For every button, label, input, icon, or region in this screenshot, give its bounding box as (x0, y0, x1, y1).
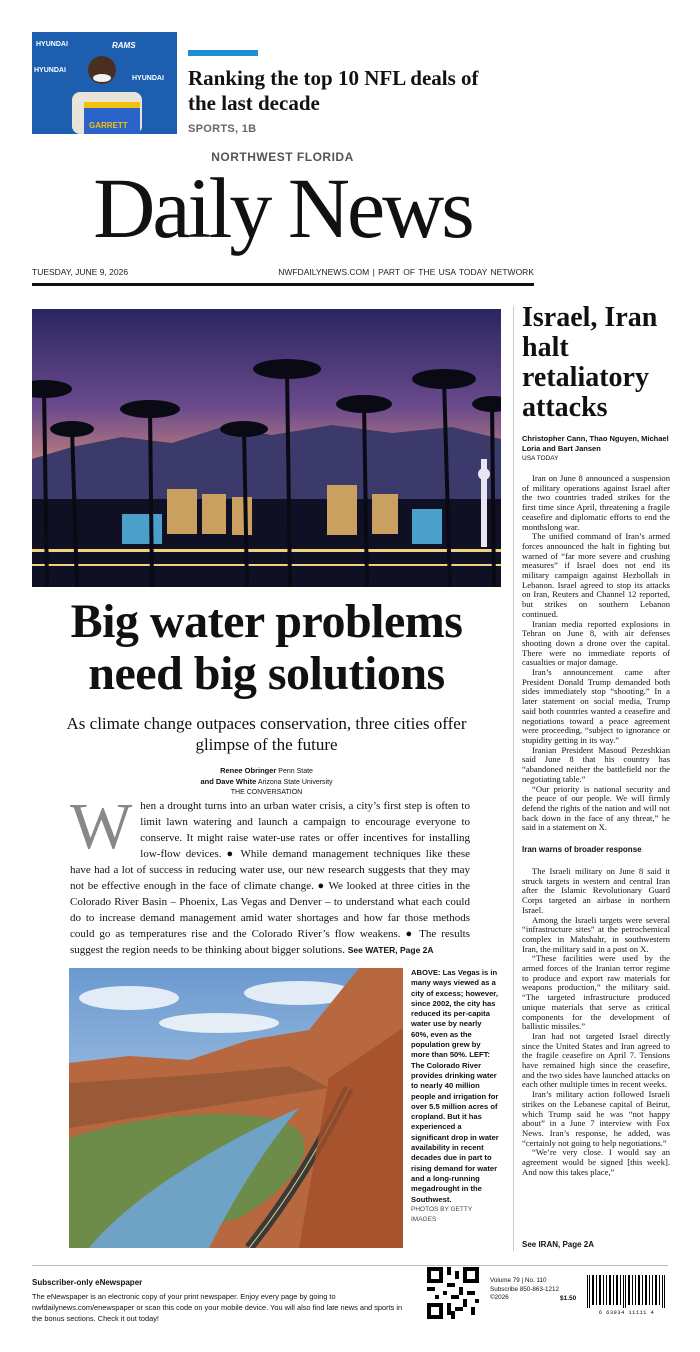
promo-section[interactable]: SPORTS, 1B (188, 123, 257, 135)
side-subhead: Iran warns of broader response (522, 845, 642, 855)
side-paragraph: “These facilities were used by the armed forces of the Iranian terror regime to produce and export raw materials for weapons production,” the military said. “The targeted infrastructure produced unique materials that serve as critical components for the development of ballistic missiles.” (522, 953, 670, 1032)
side-authors: Christopher Cann, Thao Nguyen, Michael Loria and Bart Jansen (522, 434, 669, 453)
issue-info (490, 1277, 559, 1303)
side-paragraph: The Israeli military on June 8 said it struck targets in western and central Iran after the Islamic Revolutionary Guard Corps targeted an airbase in northern Israel. (522, 866, 670, 915)
lead-author-1: Renee Obringer (220, 766, 277, 775)
subscribe-phone: Subscribe 850-863-1212 (490, 1285, 559, 1293)
barcode-number: 6 63934 11111 4 (598, 1309, 655, 1316)
masthead-website[interactable]: NWFDAILYNEWS.COM (278, 267, 370, 277)
canyon-photo-colorado-river (69, 968, 403, 1248)
masthead-title: Daily News (93, 160, 472, 256)
side-byline (522, 434, 672, 464)
promo-accent-bar (188, 50, 258, 56)
promo-photo[interactable] (32, 32, 177, 134)
side-body (522, 474, 670, 1178)
side-jump-link[interactable]: See IRAN, Page 2A (522, 1240, 595, 1249)
promo-photo-jersey: GARRETT (89, 121, 128, 130)
promo-photo-sponsor-3: HYUNDAI (132, 75, 164, 82)
lead-jump-link[interactable]: See WATER, Page 2A (347, 945, 434, 955)
photo-credit: PHOTOS BY GETTY IMAGES (411, 1205, 473, 1224)
side-agency: USA TODAY (522, 455, 559, 462)
caption-text: ABOVE: Las Vegas is in many ways viewed as a city of excess; however, since 2002, the city has reduced its per-capita water use by nearly 60%, even as the population grew by more than 50%. LEFT: The Colorado River provides drinking water to nearly 40 million people and irrigation for over 5.5 million acres of cropland. But it has experienced a significant drop in water availability in recent decades due in part to rising demand for water and a long-running megadrought in the Southwest. (411, 968, 499, 1204)
promo-headline[interactable]: Ranking the top 10 NFL deals of the last decade (188, 66, 479, 115)
lead-deck: As climate change outpaces conservation, three cities offer glimpse of the future (66, 714, 467, 754)
promo-photo-sponsor-1: HYUNDAI (36, 41, 68, 48)
lead-source: THE CONVERSATION (230, 789, 303, 796)
qr-code[interactable] (427, 1267, 479, 1319)
side-paragraph: Iran on June 8 announced a suspension of military operations against Israel after the two countries traded strikes for the first time since April, threatening a fragile ceasefire and diplomatic efforts to end the monthslong war. (522, 473, 670, 532)
side-paragraph: Among the Israeli targets were several “infrastructure sites” at the petrochemical complex in Mahshahr, in southwestern Iran, the military said in a post on X. (522, 914, 670, 954)
photo-caption (411, 968, 499, 1225)
masthead-date: TUESDAY, JUNE 9, 2026 (32, 267, 129, 277)
side-headline[interactable]: Israel, Iran halt retaliatory attacks (522, 302, 658, 423)
side-paragraph: Iran’s announcement came after President Donald Trump demanded both sides immediately stop “shooting.” In a later statement on social media, Trump said both countries wanted a ceasefire and negotiations toward a peace agreement were proceeding, “subject to ignorance or stupidity getting in its way.” (522, 667, 670, 745)
lead-headline[interactable]: Big water problems need big solutions (70, 595, 463, 700)
volume: Volume 79 | No. 110 (490, 1277, 547, 1284)
enewspaper-title: Subscriber-only eNewspaper (32, 1278, 143, 1287)
side-paragraph: Iranian President Masoud Pezeshkian said June 8 that his country has “abandoned neither the battlefield nor the negotiating table.” (522, 744, 670, 784)
promo-photo-team: RAMS (112, 41, 136, 50)
lead-author-1-affiliation: Penn State (278, 768, 313, 775)
side-paragraph: Iran’s military action followed Israeli strikes on the Lebanese capital of Beirut, which Trump said he was “not happy about” in a June 7 interview with Fox News. Iran’s response, he added, was “certainly not going to help negotiations.” (522, 1089, 670, 1148)
lead-author-2-affiliation: Arizona State University (257, 779, 333, 786)
side-paragraph: “Our priority is national security and the peace of our people. We will firmly defend the rights of the nation and will not back down in the face of any threat,” he said in a statement on X. (522, 783, 670, 833)
promo-photo-sponsor-2: HYUNDAI (34, 67, 66, 74)
side-paragraph: The unified command of Iran’s armed forces announced the halt in fighting but warned of “far more severe and crushing measures” if Israel does not end its military campaign against Hezbollah in Lebanon. Israel agreed to stop its attacks on Iran, Reuters and Channel 12 reported, but strikes on southern Lebanon continued. (522, 531, 670, 619)
lead-body-text: hen a drought turns into an urban water crisis, a city’s first step is often to limit lawn watering and launch a campaign to encourage everyone to conserve. It might raise water-use rates or offer incentives for installing low-flow devices. ● While demand management techniques like these have had a lot of success in reducing water use, our new research suggests that they may not be effective enough in the face of climate change. ● We looked at three cities in the Colorado River Basin – Phoenix, Las Vegas and Denver – to understand what each could do to increase demand management amid water shortages and how far those methods could go as temperatures rise and the Colorado River’s flow weakens. ● The results suggest the region needs to be thinking about bigger solutions. (70, 800, 470, 956)
masthead-separator: | (372, 267, 375, 277)
footer-rule (32, 1265, 668, 1266)
masthead-region: NORTHWEST FLORIDA (211, 150, 354, 164)
masthead-siteline (278, 267, 534, 277)
enewspaper-body: The eNewspaper is an electronic copy of your print newspaper. Enjoy every page by going to nwfdailynews.com/enewspaper or scan this code on your mobile device. You will also find late news and sports in the bonus sections. Check it out today! (32, 1292, 403, 1323)
side-paragraph: “We’re very close. I would say an agreement would be signed [this week]. And now this takes place,” (522, 1147, 670, 1177)
masthead-network: PART OF THE USA TODAY NETWORK (378, 267, 534, 277)
side-paragraph: Iran had not targeted Israel directly since the United States and Iran agreed to the fragile ceasefire on April 7. Tensions have remained high since the ceasefire, and the two sides have launched attacks on each other multiple times in recent weeks. (522, 1030, 670, 1090)
lead-photo-las-vegas (32, 309, 501, 587)
price: $1.50 (560, 1295, 577, 1302)
barcode (585, 1275, 668, 1308)
lead-author-2: and Dave White (200, 777, 257, 786)
side-paragraph: Iranian media reported explosions in Tehran on June 8, with air defenses shooting down a drone over the capital. There were no immediate reports of casualties or major damage. (522, 618, 670, 668)
column-divider (513, 306, 514, 1251)
lead-dropcap: W (70, 790, 133, 863)
copyright: ©2026 (490, 1294, 509, 1301)
masthead-rule (32, 283, 534, 286)
